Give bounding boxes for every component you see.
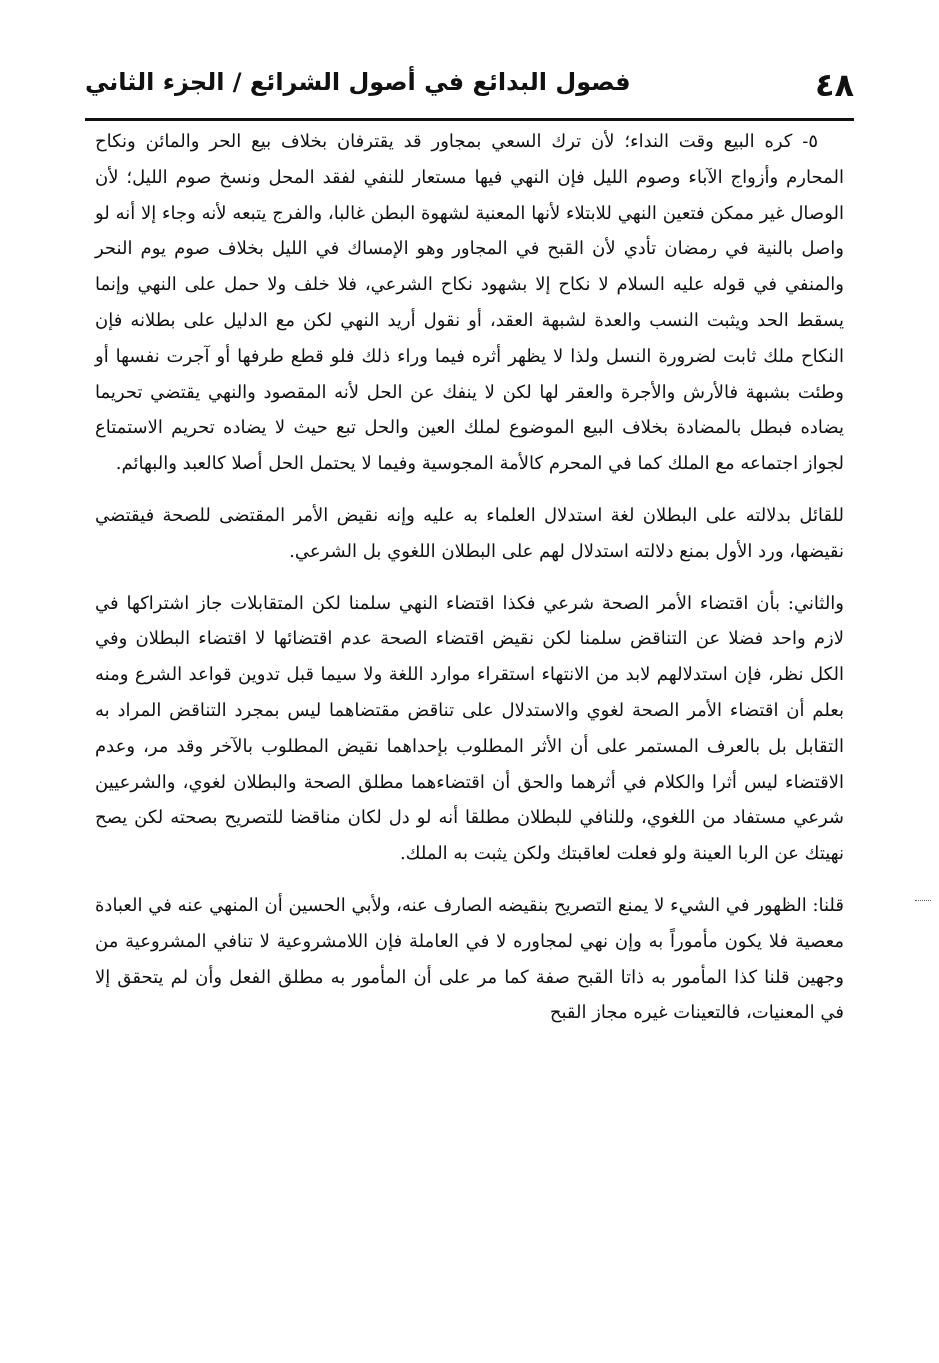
page-header	[85, 62, 854, 114]
paragraph-4: قلنا: الظهور في الشيء لا يمنع التصريح بنقيضه الصارف عنه، ولأبي الحسين أن المنهي عنه في العبادة معصية فلا يكون مأموراً به وإن نهي لمجاوره لا في العاملة فإن اللامشروعية لا تنافي المشروعية من وجهين قلنا كذا المأمور به ذاتا القبح صفة كما مر على أن المأمور به مطلق الفعل وأن لم يتحقق إلا في المعنيات، فالتعينات غيره مجاز القبح	[95, 894, 844, 1024]
paragraph-3: والثاني: بأن اقتضاء الأمر الصحة شرعي فكذا اقتضاء النهي سلمنا لكن المتقابلات جاز اشتراكها في لازم واحد فضلا عن التناقض سلمنا لكن نقيض اقتضاء الصحة عدم اقتضائها لا اقتضاء البطلان وفي الكل نظر، فإن استدلالهم لابد من الانتهاء استقراء موارد اللغة ولا سيما قبل تدوين قواعد الشرع ومنه بعلم أن اقتضاء الأمر الصحة لغوي والاستدلال على تناقض مقتضاهما ليس بمجرد التناقض المراد به التقابل بل بالعرف المستمر على أن الأثر المطلوب بإحداهما نقيض المطلوب بالآخر وقد مر، وعدم الاقتضاء ليس أثرا والكلام في أثرهما والحق أن اقتضاءهما مطلق الصحة والبطلان لغوي، والشرعيين شرعي مستفاد من اللغوي، وللنافي للبطلان مطلقا أنه لو دل لكان مناقضا للتصريح بصحته لكن يصح نهيتك عن الربا العينة ولو فعلت لعاقبتك ولكن يثبت به الملك.	[95, 592, 844, 865]
margin-mark	[915, 900, 931, 903]
body-text	[95, 124, 844, 1333]
header-rule	[85, 118, 854, 121]
page-number: ٤٨	[814, 66, 854, 104]
running-title: فصول البدائع في أصول الشرائع / الجزء الثاني	[85, 68, 631, 96]
paragraph-2: للقائل بدلالته على البطلان لغة استدلال العلماء به عليه وإنه نقيض الأمر المقتضى للصحة فيقتضي نقيضها، ورد الأول بمنع دلالته استدلال لهم على البطلان اللغوي بل الشرعي.	[95, 504, 844, 562]
paragraph-1: ٥- كره البيع وقت النداء؛ لأن ترك السعي بمجاور قد يقترفان بخلاف بيع الحر والمائن ونكاح المحارم وأزواج الآباء وصوم الليل فإن النهي فيها مستعار للنفي لفقد المحل ونسخ صوم الليل؛ لأن الوصال غير ممكن فتعين النهي للابتلاء لأنها المعنية لشهوة البطن غالبا، والفرج يتبعه لأنه وجاء إلا أنه لو واصل بالنية في رمضان تأدي لأن القبح في المجاور وهو الإمساك في الليل بخلاف صوم يوم النحر والمنفي في قوله عليه السلام لا نكاح إلا بشهود نكاح الشرعي، فلا خلف ولا حمل على النهي وإنما يسقط الحد ويثبت النسب والعدة لشبهة العقد، أو نقول أريد النهي لكن مع الدليل على بطلانه فإن النكاح ملك ثابت لضرورة النسل ولذا لا يظهر أثره فيما وراء ذلك فلو قطع طرفها أو آجرت نفسها أو وطئت بشبهة فالأرش والأجرة والعقر لها لكن لا ينفك عن الحل لأنه المقصود والنهي يقتضي تحريما يضاده فبطل بالمضادة بخلاف البيع الموضوع لملك العين والحل تبع حيث لا يضاده تحريم الاستمتاع لجواز اجتماعه مع الملك كما في المحرم كالأمة المجوسية وفيما لا يحتمل الحل أصلا كالعبد والبهائم.	[95, 131, 844, 475]
